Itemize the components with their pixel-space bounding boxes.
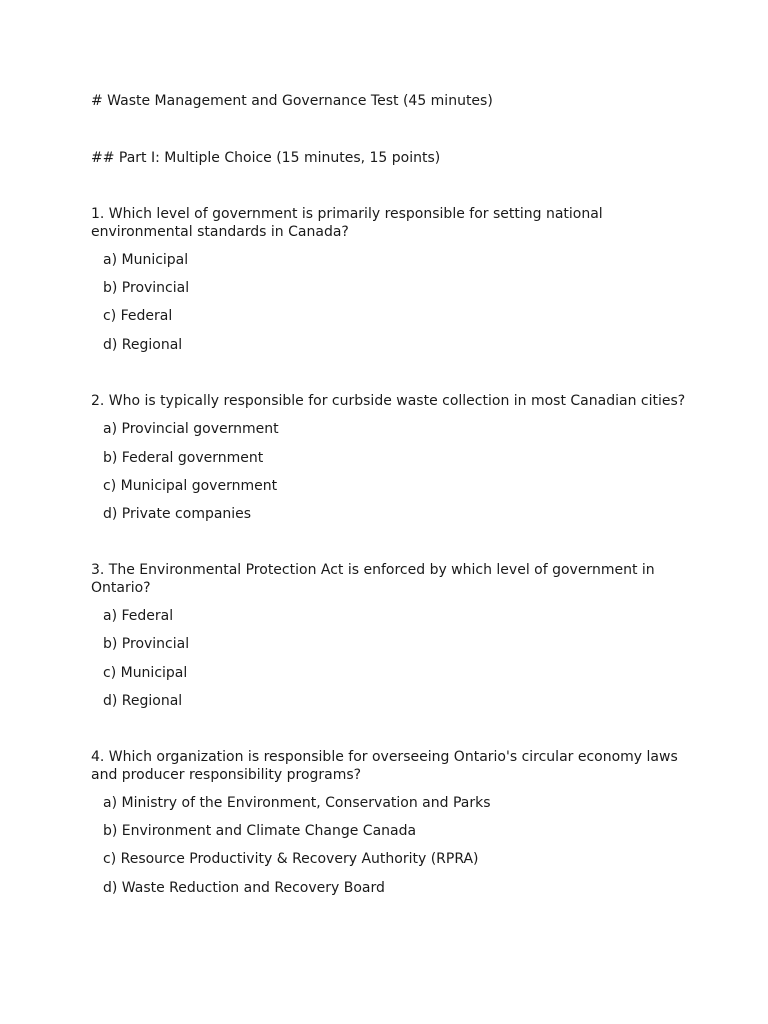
question-2-option-b: b) Federal government xyxy=(103,450,264,466)
question-1-text: 1. Which level of government is primarily responsible for setting national environmental standards in Canada? xyxy=(91,206,603,240)
question-2-option-a: a) Provincial government xyxy=(103,421,279,437)
question-3-option-c: c) Municipal xyxy=(103,665,188,681)
question-3-option-b: b) Provincial xyxy=(103,636,190,652)
question-2-text: 2. Who is typically responsible for curbside waste collection in most Canadian cities? xyxy=(91,393,686,409)
question-4-option-c: c) Resource Productivity & Recovery Authority (RPRA) xyxy=(103,851,479,867)
test-title: # Waste Management and Governance Test (45 minutes) xyxy=(91,93,493,109)
question-4-option-a: a) Ministry of the Environment, Conservation and Parks xyxy=(103,795,491,811)
part-heading: ## Part I: Multiple Choice (15 minutes, 15 points) xyxy=(91,150,441,166)
question-4-option-b: b) Environment and Climate Change Canada xyxy=(103,823,417,839)
question-3-option-a: a) Federal xyxy=(103,608,174,624)
question-3-option-d: d) Regional xyxy=(103,693,183,709)
question-1-option-c: c) Federal xyxy=(103,308,173,324)
question-2-option-d: d) Private companies xyxy=(103,506,252,522)
question-1-option-b: b) Provincial xyxy=(103,280,190,296)
question-4-option-d: d) Waste Reduction and Recovery Board xyxy=(103,880,385,896)
question-1-option-a: a) Municipal xyxy=(103,252,189,268)
question-1-option-d: d) Regional xyxy=(103,337,183,353)
question-4-text: 4. Which organization is responsible for overseeing Ontario's circular economy laws and producer responsibility programs? xyxy=(91,749,678,783)
question-2-option-c: c) Municipal government xyxy=(103,478,278,494)
question-3-text: 3. The Environmental Protection Act is enforced by which level of government in Ontario? xyxy=(91,562,655,596)
